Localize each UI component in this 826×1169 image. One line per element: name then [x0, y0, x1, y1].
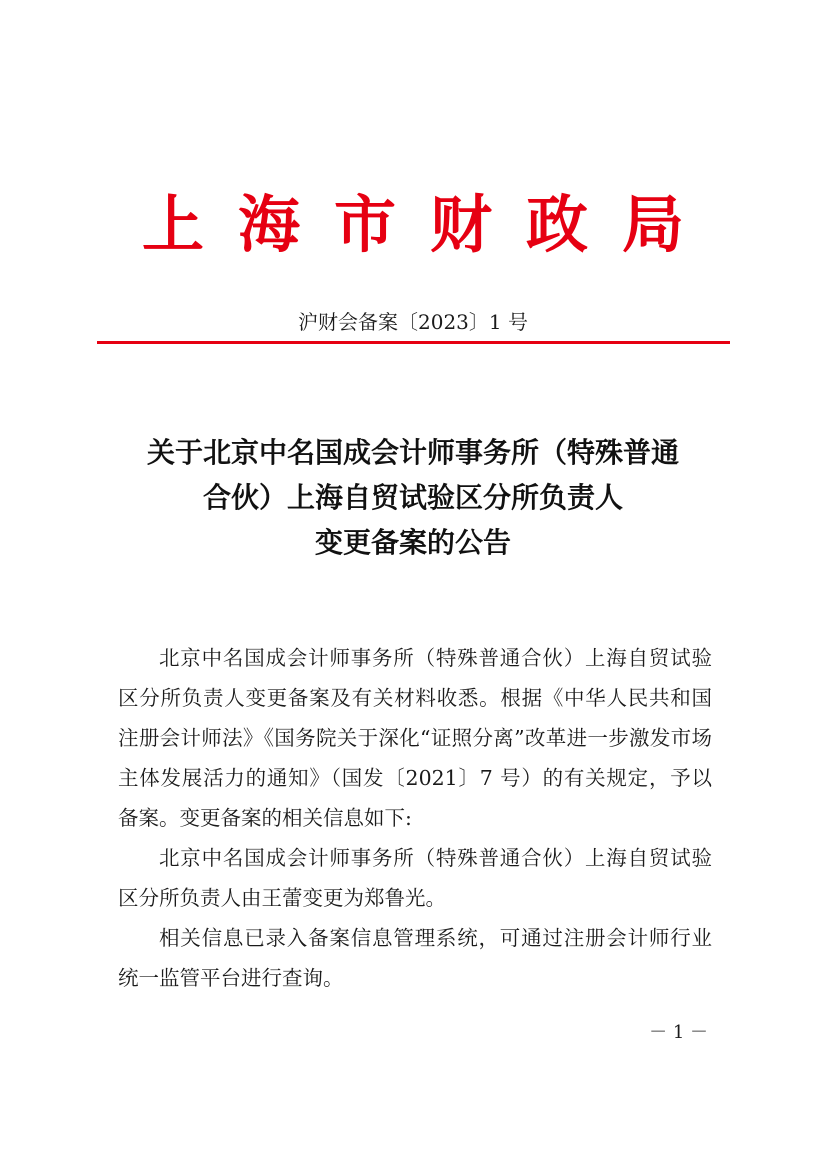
- title-line-3: 变更备案的公告: [314, 526, 511, 559]
- body-paragraph-1: 北京中名国成会计师事务所（特殊普通合伙）上海自贸试验区分所负责人变更备案及有关材料收悉。根据《中华人民共和国注册会计师法》《国务院关于深化“证照分离”改革进一步激发市场主体发展活力的通知》（国发〔2021〕7 号）的有关规定，予以备案。变更备案的相关信息如下:: [118, 646, 712, 830]
- body-paragraph-3: 相关信息已录入备案信息管理系统，可通过注册会计师行业统一监管平台进行查询。: [118, 926, 712, 990]
- page-number: － 1 －: [649, 1022, 708, 1043]
- title-line-1: 关于北京中名国成会计师事务所（特殊普通: [146, 436, 679, 469]
- document-title: [100, 430, 726, 565]
- red-divider-line: [97, 341, 730, 344]
- title-line-2: 合伙）上海自贸试验区分所负责人: [202, 481, 623, 514]
- issuer-masthead: 上海市财政局: [141, 188, 718, 261]
- document-body: [118, 638, 712, 998]
- body-paragraph-2: 北京中名国成会计师事务所（特殊普通合伙）上海自贸试验区分所负责人由王蕾变更为郑鲁光。: [118, 846, 712, 910]
- document-number: 沪财会备案〔2023〕1 号: [298, 310, 528, 334]
